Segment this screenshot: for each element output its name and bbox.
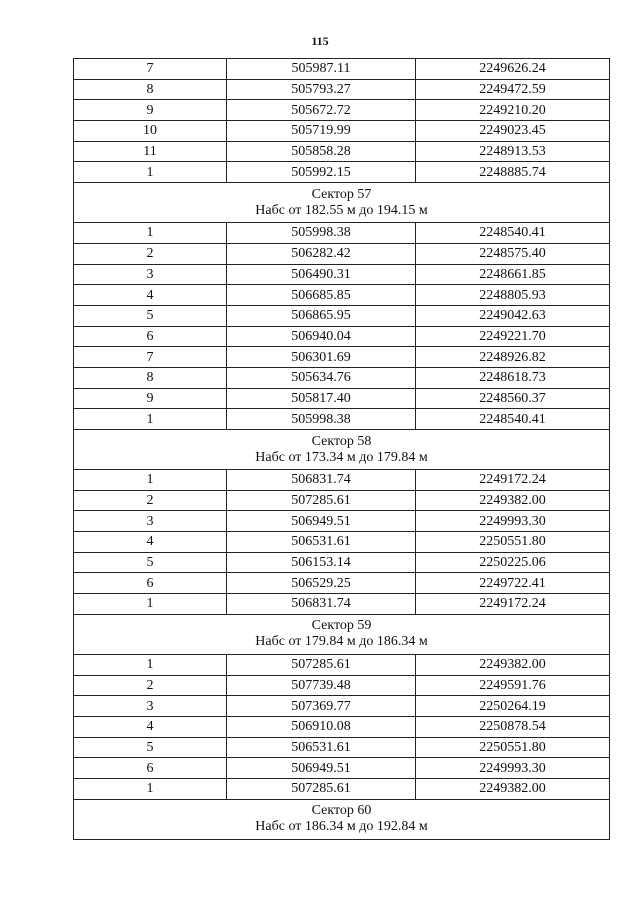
table-row (74, 737, 610, 758)
y-coordinate-cell: 2250551.80 (416, 737, 610, 758)
x-coordinate-cell: 507285.61 (227, 490, 416, 511)
x-coordinate-cell: 506910.08 (227, 716, 416, 737)
point-number-cell: 3 (74, 264, 227, 285)
x-coordinate-cell: 506531.61 (227, 737, 416, 758)
y-coordinate-cell: 2248618.73 (416, 367, 610, 388)
point-number-cell: 2 (74, 243, 227, 264)
x-coordinate-cell: 506282.42 (227, 243, 416, 264)
point-number-cell: 5 (74, 737, 227, 758)
point-number-cell: 9 (74, 388, 227, 409)
table-row (74, 59, 610, 80)
x-coordinate-cell: 505987.11 (227, 59, 416, 80)
y-coordinate-cell: 2249472.59 (416, 79, 610, 100)
x-coordinate-cell: 506865.95 (227, 305, 416, 326)
point-number-cell: 3 (74, 696, 227, 717)
y-coordinate-cell: 2248540.41 (416, 409, 610, 430)
point-number-cell: 7 (74, 347, 227, 368)
table-row (74, 388, 610, 409)
point-number-cell: 4 (74, 716, 227, 737)
table-row (74, 367, 610, 388)
point-number-cell: 6 (74, 758, 227, 779)
point-number-cell: 4 (74, 285, 227, 306)
point-number-cell: 8 (74, 79, 227, 100)
point-number-cell: 1 (74, 654, 227, 675)
point-number-cell: 11 (74, 141, 227, 162)
sector-altitude-range: Набс от 179.84 м до 186.34 м (255, 634, 428, 650)
x-coordinate-cell: 506831.74 (227, 470, 416, 491)
y-coordinate-cell: 2250225.06 (416, 552, 610, 573)
y-coordinate-cell: 2248926.82 (416, 347, 610, 368)
coordinates-table-body (74, 59, 610, 840)
table-row (74, 758, 610, 779)
y-coordinate-cell: 2249172.24 (416, 470, 610, 491)
table-row (74, 511, 610, 532)
x-coordinate-cell: 507285.61 (227, 778, 416, 799)
x-coordinate-cell: 505992.15 (227, 162, 416, 183)
x-coordinate-cell: 506490.31 (227, 264, 416, 285)
y-coordinate-cell: 2249382.00 (416, 778, 610, 799)
y-coordinate-cell: 2249722.41 (416, 573, 610, 594)
sector-header-row (74, 614, 610, 654)
y-coordinate-cell: 2249993.30 (416, 758, 610, 779)
sector-header-cell (74, 799, 610, 839)
sector-altitude-range: Набс от 186.34 м до 192.84 м (255, 819, 428, 835)
x-coordinate-cell: 505998.38 (227, 409, 416, 430)
page-number: 115 (311, 34, 329, 48)
table-row (74, 141, 610, 162)
y-coordinate-cell: 2249626.24 (416, 59, 610, 80)
table-row (74, 675, 610, 696)
x-coordinate-cell: 506949.51 (227, 511, 416, 532)
sector-header-row (74, 799, 610, 839)
sector-title: Сектор 58 (311, 433, 372, 449)
x-coordinate-cell: 507285.61 (227, 654, 416, 675)
y-coordinate-cell: 2248661.85 (416, 264, 610, 285)
y-coordinate-cell: 2248913.53 (416, 141, 610, 162)
y-coordinate-cell: 2250264.19 (416, 696, 610, 717)
point-number-cell: 4 (74, 532, 227, 553)
table-row (74, 305, 610, 326)
x-coordinate-cell: 507369.77 (227, 696, 416, 717)
y-coordinate-cell: 2249591.76 (416, 675, 610, 696)
sector-altitude-range: Набс от 173.34 м до 179.84 м (255, 449, 428, 465)
y-coordinate-cell: 2249993.30 (416, 511, 610, 532)
x-coordinate-cell: 505719.99 (227, 121, 416, 142)
point-number-cell: 5 (74, 305, 227, 326)
table-row (74, 778, 610, 799)
sector-header-row (74, 430, 610, 470)
sector-title: Сектор 60 (311, 803, 372, 819)
y-coordinate-cell: 2249023.45 (416, 121, 610, 142)
table-row (74, 121, 610, 142)
table-row (74, 347, 610, 368)
point-number-cell: 9 (74, 100, 227, 121)
table-row (74, 696, 610, 717)
point-number-cell: 1 (74, 409, 227, 430)
table-row (74, 409, 610, 430)
point-number-cell: 8 (74, 367, 227, 388)
y-coordinate-cell: 2248575.40 (416, 243, 610, 264)
table-row (74, 243, 610, 264)
y-coordinate-cell: 2249382.00 (416, 490, 610, 511)
x-coordinate-cell: 506301.69 (227, 347, 416, 368)
x-coordinate-cell: 506685.85 (227, 285, 416, 306)
table-row (74, 223, 610, 244)
x-coordinate-cell: 506529.25 (227, 573, 416, 594)
point-number-cell: 2 (74, 675, 227, 696)
sector-header-cell (74, 614, 610, 654)
y-coordinate-cell: 2249172.24 (416, 594, 610, 615)
y-coordinate-cell: 2249221.70 (416, 326, 610, 347)
table-row (74, 552, 610, 573)
y-coordinate-cell: 2248560.37 (416, 388, 610, 409)
point-number-cell: 3 (74, 511, 227, 532)
y-coordinate-cell: 2248540.41 (416, 223, 610, 244)
x-coordinate-cell: 506940.04 (227, 326, 416, 347)
sector-altitude-range: Набс от 182.55 м до 194.15 м (255, 202, 428, 218)
y-coordinate-cell: 2250878.54 (416, 716, 610, 737)
table-row (74, 285, 610, 306)
x-coordinate-cell: 506153.14 (227, 552, 416, 573)
table-row (74, 326, 610, 347)
sector-header-row (74, 183, 610, 223)
y-coordinate-cell: 2249210.20 (416, 100, 610, 121)
y-coordinate-cell: 2248805.93 (416, 285, 610, 306)
x-coordinate-cell: 505793.27 (227, 79, 416, 100)
table-row (74, 100, 610, 121)
y-coordinate-cell: 2249042.63 (416, 305, 610, 326)
x-coordinate-cell: 506531.61 (227, 532, 416, 553)
x-coordinate-cell: 505858.28 (227, 141, 416, 162)
sector-header-cell (74, 430, 610, 470)
coordinates-table (73, 58, 610, 840)
point-number-cell: 1 (74, 470, 227, 491)
x-coordinate-cell: 505672.72 (227, 100, 416, 121)
point-number-cell: 6 (74, 573, 227, 594)
x-coordinate-cell: 506831.74 (227, 594, 416, 615)
point-number-cell: 1 (74, 162, 227, 183)
x-coordinate-cell: 505634.76 (227, 367, 416, 388)
point-number-cell: 7 (74, 59, 227, 80)
y-coordinate-cell: 2250551.80 (416, 532, 610, 553)
sector-title: Сектор 59 (311, 618, 372, 634)
point-number-cell: 6 (74, 326, 227, 347)
point-number-cell: 1 (74, 223, 227, 244)
table-row (74, 573, 610, 594)
table-row (74, 716, 610, 737)
table-row (74, 264, 610, 285)
point-number-cell: 1 (74, 778, 227, 799)
point-number-cell: 10 (74, 121, 227, 142)
point-number-cell: 1 (74, 594, 227, 615)
x-coordinate-cell: 505817.40 (227, 388, 416, 409)
table-row (74, 654, 610, 675)
x-coordinate-cell: 505998.38 (227, 223, 416, 244)
sector-header-cell (74, 183, 610, 223)
point-number-cell: 5 (74, 552, 227, 573)
x-coordinate-cell: 506949.51 (227, 758, 416, 779)
x-coordinate-cell: 507739.48 (227, 675, 416, 696)
point-number-cell: 2 (74, 490, 227, 511)
sector-title: Сектор 57 (311, 186, 372, 202)
table-row (74, 532, 610, 553)
y-coordinate-cell: 2249382.00 (416, 654, 610, 675)
table-row (74, 162, 610, 183)
table-row (74, 79, 610, 100)
table-row (74, 594, 610, 615)
table-row (74, 470, 610, 491)
table-row (74, 490, 610, 511)
y-coordinate-cell: 2248885.74 (416, 162, 610, 183)
